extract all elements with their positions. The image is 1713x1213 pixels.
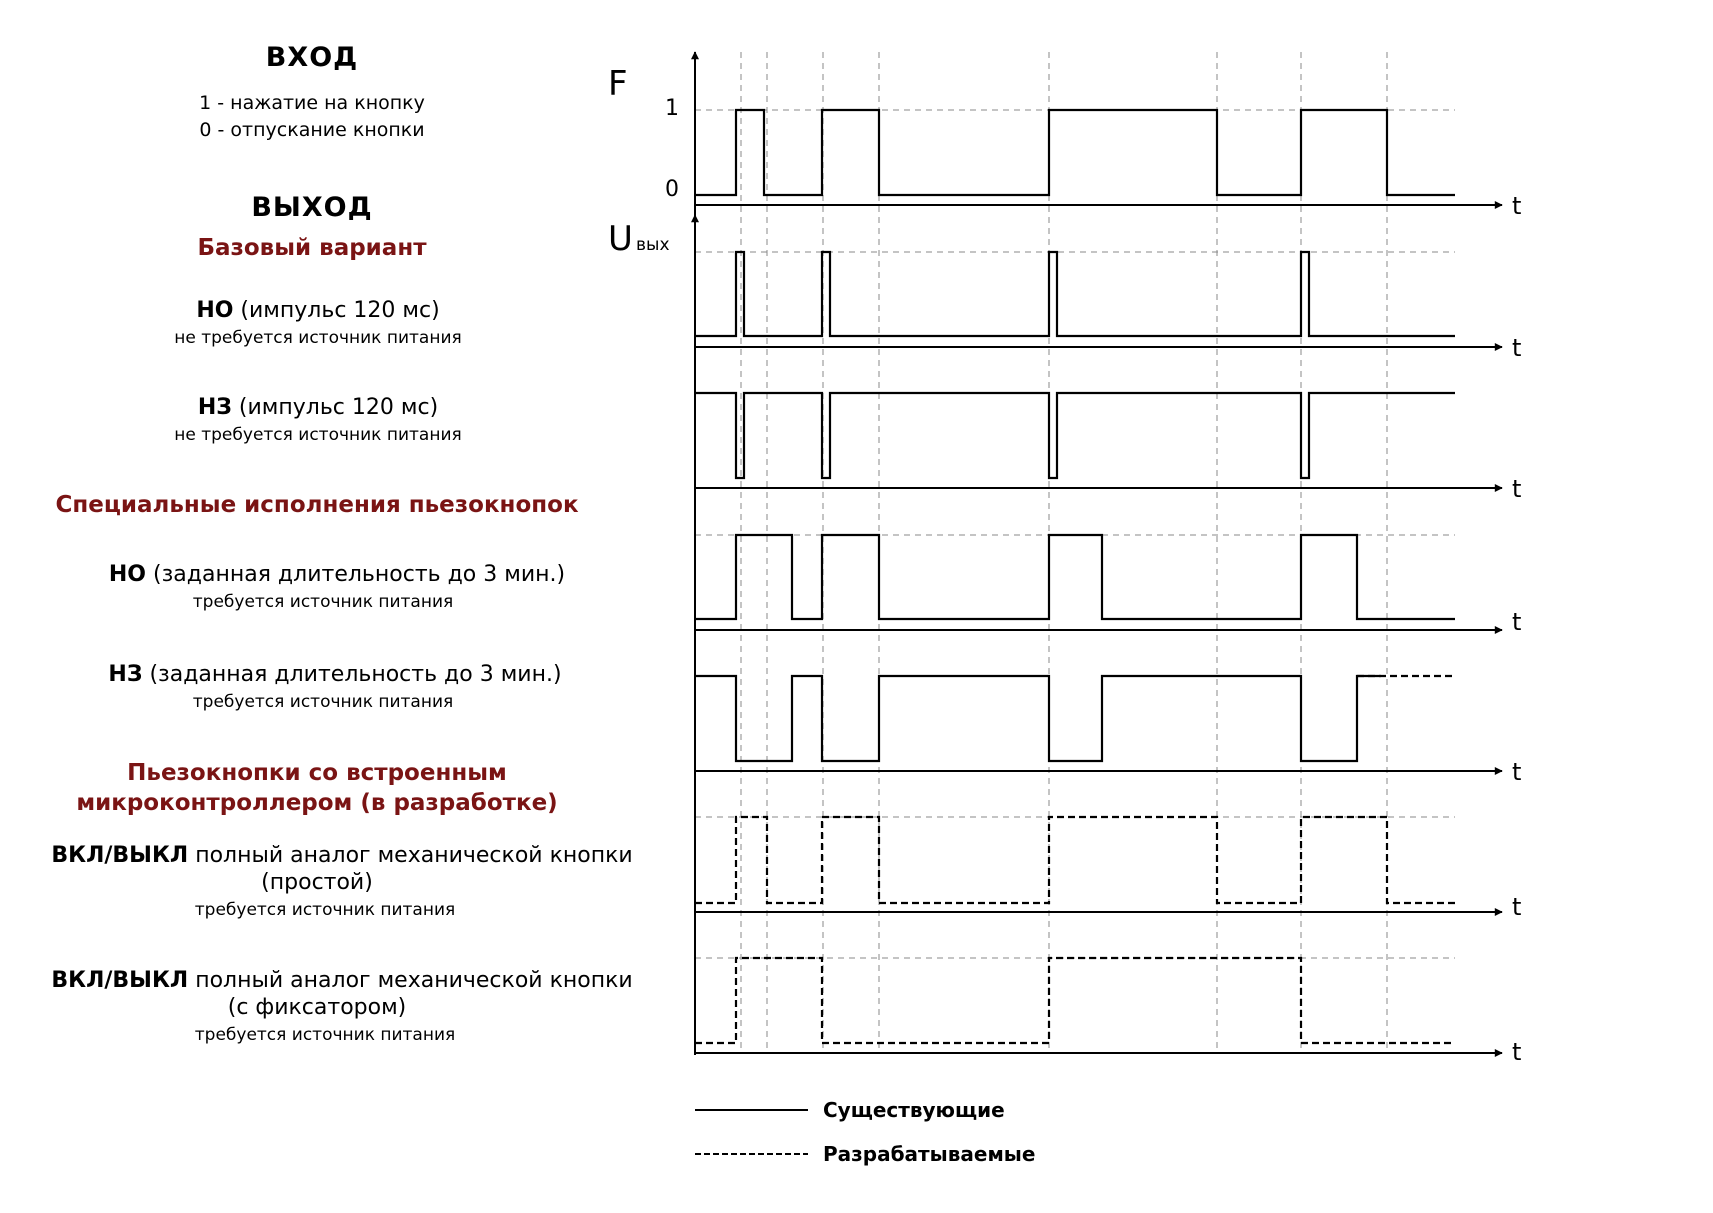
no-pulse-title: НО (импульс 120 мс) [196,298,440,323]
time-label: t [1512,475,1522,503]
time-axes [695,205,1502,1053]
time-label: t [1512,192,1522,220]
legend-existing: Существующие [823,1098,1005,1122]
onoff-simple-line-2: (простой) [261,870,373,895]
signal-traces [695,110,1455,1043]
onoff-simple-note: требуется источник питания [194,900,456,920]
trace-onoff-simple [695,817,1455,903]
time-label: t [1512,893,1522,921]
trace-nz-timed [695,676,1381,761]
time-label: t [1512,334,1522,362]
f-label: F [608,64,628,104]
onoff-latch-note: требуется источник питания [194,1025,456,1045]
nz-pulse-note: не требуется источник питания [174,425,462,445]
input-line-1: 1 - нажатие на кнопку [199,92,425,114]
nz-timed-note: требуется источник питания [192,692,454,712]
trace-f-input [695,110,1455,195]
trace-onoff-latch [695,958,1455,1043]
no-pulse-note: не требуется источник питания [174,328,462,348]
onoff-latch-line-2: (с фиксатором) [227,995,407,1020]
vertical-guides [741,52,1387,1050]
trace-nz-pulse [695,393,1455,478]
base-variant-heading: Базовый вариант [197,235,427,261]
tick-zero: 0 [665,177,679,202]
time-label: t [1512,758,1522,786]
special-heading: Специальные исполнения пьезокнопок [55,492,579,518]
output-title: ВЫХОД [251,192,373,223]
legend-developing: Разрабатываемые [823,1142,1036,1166]
micro-heading-line-2: микроконтроллером (в разработке) [76,790,558,816]
nz-pulse-title: НЗ (импульс 120 мс) [197,395,439,420]
tick-one: 1 [665,96,679,121]
nz-timed-title: НЗ (заданная длительность до 3 мин.) [108,662,562,687]
trace-no-pulse [695,252,1455,336]
onoff-simple-title: ВКЛ/ВЫКЛ полный аналог механической кнопки [51,843,633,868]
time-label: t [1512,1038,1522,1066]
no-timed-title: НО (заданная длительность до 3 мин.) [108,562,566,587]
legend [695,1098,1035,1166]
input-line-2: 0 - отпускание кнопки [199,119,425,141]
onoff-latch-title: ВКЛ/ВЫКЛ полный аналог механической кнопки [51,968,633,993]
time-label: t [1512,608,1522,636]
time-labels [1512,192,1521,1066]
no-timed-note: требуется источник питания [192,592,454,612]
u-subscript: вых [636,235,670,255]
u-label: U [608,219,633,259]
trace-no-timed [695,535,1455,619]
micro-heading-line-1: Пьезокнопки со встроенным [127,760,507,786]
input-title: ВХОД [265,42,359,73]
